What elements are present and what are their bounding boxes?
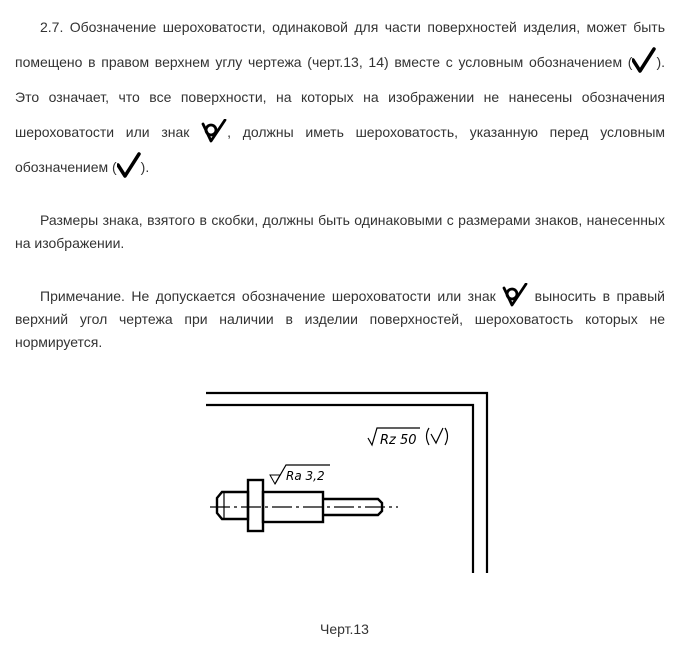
roughness-circle-sign-icon bbox=[502, 283, 528, 307]
paragraph-2-7-text-3: , должны иметь шероховатость, указанную перед условным обозначением ( bbox=[15, 124, 666, 175]
shaft-part bbox=[210, 480, 398, 531]
note-text-1: Примечание. Не допускается обозначение шероховатости или знак bbox=[40, 288, 496, 304]
paragraph-2-7-text-2: ). Это означает, что все поверхности, на которых на изображении не нанесены обозначения шероховатости или знак bbox=[15, 54, 665, 140]
paragraph-note bbox=[15, 283, 665, 354]
document-body bbox=[15, 10, 665, 354]
bracketed-sign-icon bbox=[431, 428, 443, 443]
paragraph-2-7-text-4: ). bbox=[140, 159, 150, 175]
main-roughness-annotation bbox=[368, 428, 448, 448]
roughness-check-sign-icon bbox=[117, 152, 141, 178]
paragraph-sign-size: Размеры знака, взятого в скобки, должны быть одинаковыми с размерами знаков, нанесенных на изображении. bbox=[15, 212, 665, 251]
roughness-circle-sign-icon bbox=[201, 119, 227, 143]
drawing-frame-inner bbox=[206, 405, 473, 573]
note-text-2: выносить в правый верхний угол чертежа при наличии в изделии поверхностей, шероховатость которых не нормируется. bbox=[15, 288, 665, 350]
main-roughness-value: Rz 50 bbox=[380, 433, 417, 448]
drawing-svg bbox=[200, 388, 500, 578]
paragraph-2-7-text-1: 2.7. Обозначение шероховатости, одинаковой для части поверхностей изделия, может быть помещено в правом верхнем углу чертежа (черт.13, 14) вместе с условным обозначением ( bbox=[15, 19, 665, 70]
drawing-figure bbox=[200, 388, 500, 578]
roughness-check-sign-icon bbox=[632, 47, 656, 73]
paragraph-2-7 bbox=[15, 10, 665, 185]
part-roughness-value: Ra 3,2 bbox=[286, 469, 325, 483]
part-roughness-annotation bbox=[270, 465, 330, 484]
figure-caption: Черт.13 bbox=[320, 621, 369, 637]
